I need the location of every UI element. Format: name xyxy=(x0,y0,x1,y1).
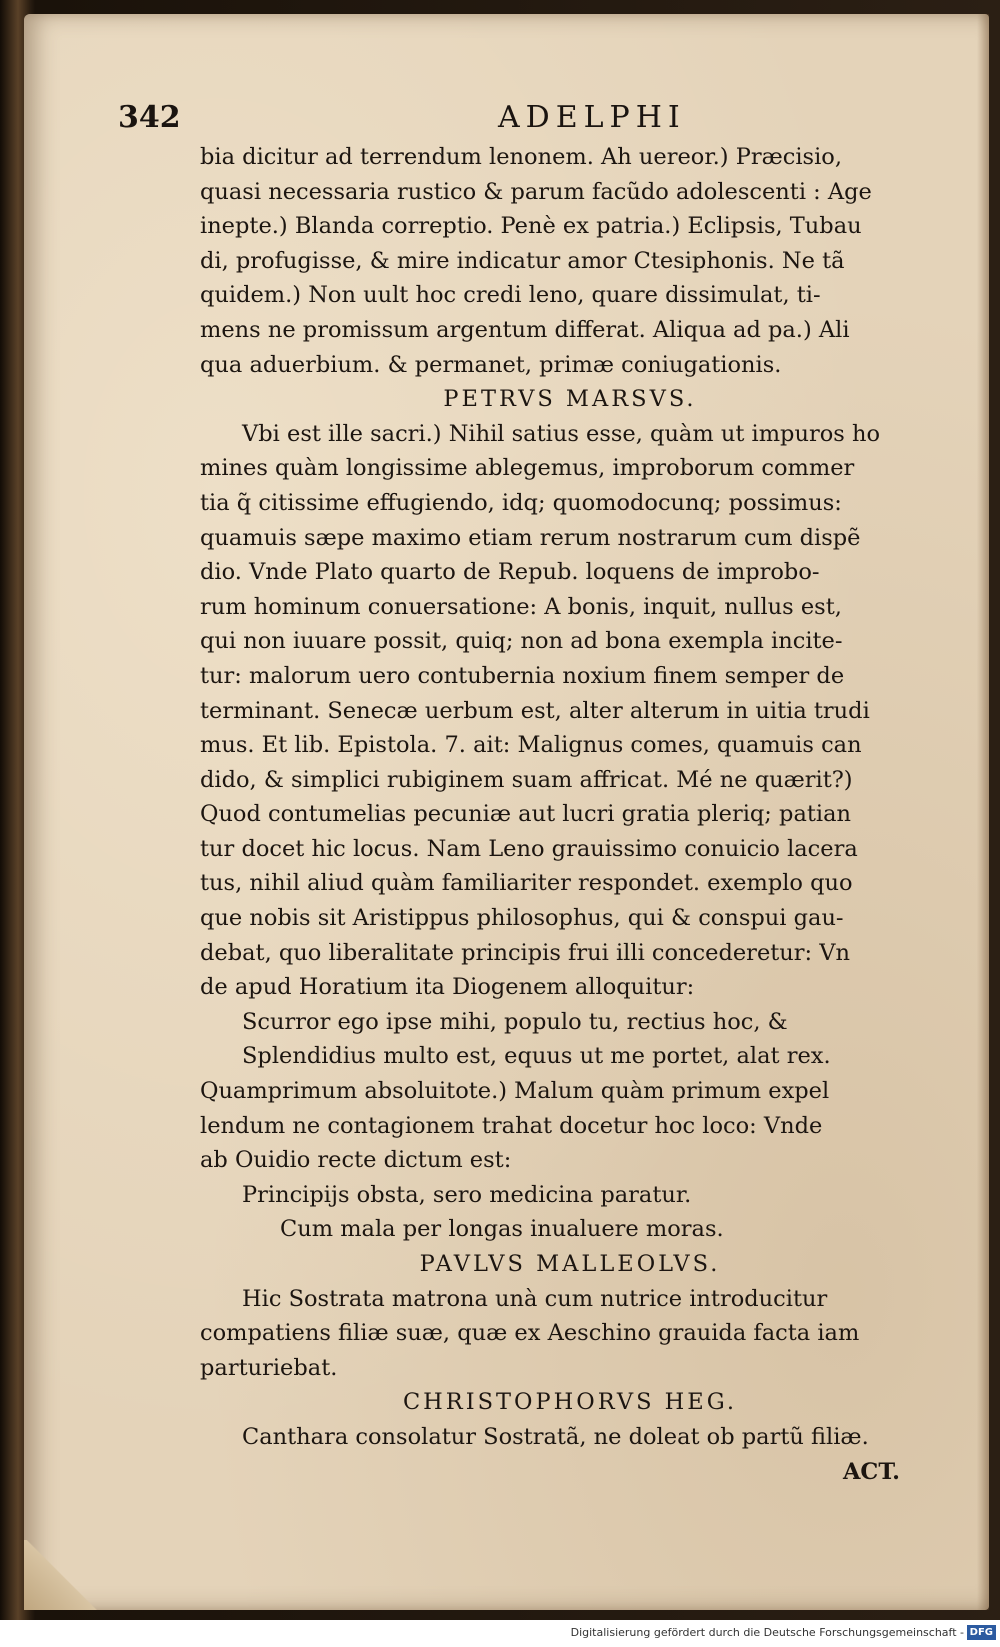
text-line: qua aduerbium. & permanet, primæ coniugationis. xyxy=(200,351,782,378)
section-heading: PAVLVS MALLEOLVS. xyxy=(419,1251,721,1277)
text-line: quidem.) Non uult hoc credi leno, quare dissimulat, ti- xyxy=(200,282,821,309)
verse-line: Splendidius multo est, equus ut me portet, alat rex. xyxy=(242,1043,831,1070)
page-corner-fold xyxy=(24,1540,114,1610)
text-line: debat, quo liberalitate principis frui illi concederetur: Vn xyxy=(200,939,851,966)
text-line: dido, & simplici rubiginem suam affricat. Mé ne quærit?) xyxy=(200,766,853,793)
verse-line: Scurror ego ipse mihi, populo tu, rectius hoc, & xyxy=(242,1008,788,1035)
section-heading: PETRVS MARSVS. xyxy=(443,386,697,413)
text-line: tur: malorum uero contubernia noxium finem semper de xyxy=(200,662,845,689)
text-line: que nobis sit Aristippus philosophus, qui & conspui gau- xyxy=(200,905,844,932)
text-line: inepte.) Blanda correptio. Penè ex patria.) Eclipsis, Tubau xyxy=(200,213,862,240)
text-line: qui non iuuare possit, quiq; non ad bona exempla incite- xyxy=(200,628,843,655)
text-line: terminant. Senecæ uerbum est, alter alterum in uitia trudi xyxy=(200,697,870,724)
text-line: Quod contumelias pecuniæ aut lucri gratia pleriq; patian xyxy=(200,801,851,828)
verse-line: Principijs obsta, sero medicina paratur. xyxy=(242,1181,692,1208)
funding-notice: Digitalisierung gefördert durch die Deutsche Forschungsgemeinschaft - xyxy=(570,1626,964,1639)
text-line: Quamprimum absoluitote.) Malum quàm primum expel xyxy=(200,1078,830,1105)
text-line: mines quàm longissime ablegemus, improborum commer xyxy=(200,455,855,482)
text-line: mens ne promissum argentum differat. Aliqua ad pa.) Ali xyxy=(200,316,850,343)
footer-bar xyxy=(0,1620,1000,1647)
running-head-title: ADELPHI xyxy=(498,100,686,135)
text-line: compatiens filiæ suæ, quæ ex Aeschino grauida facta iam xyxy=(200,1320,860,1347)
catchword: ACT. xyxy=(842,1458,900,1485)
text-line: lendum ne contagionem trahat docetur hoc loco: Vnde xyxy=(200,1112,823,1139)
text-line: mus. Et lib. Epistola. 7. ait: Malignus comes, quamuis can xyxy=(200,732,862,759)
page-edge-shadow xyxy=(977,14,989,1610)
page-number: 342 xyxy=(118,100,181,135)
section-heading: CHRISTOPHORVS HEG. xyxy=(402,1389,738,1416)
text-line: Hic Sostrata matrona unà cum nutrice introducitur xyxy=(242,1285,828,1312)
text-line: bia dicitur ad terrendum lenonem. Ah uereor.) Præcisio, xyxy=(200,144,842,170)
page-text-block xyxy=(200,140,940,1489)
text-line: parturiebat. xyxy=(200,1354,338,1381)
text-line: tus, nihil aliud quàm familiariter respondet. exemplo quo xyxy=(200,870,853,897)
text-line: tur docet hic locus. Nam Leno grauissimo conuicio lacera xyxy=(200,835,858,862)
text-line: di, profugisse, & mire indicatur amor Ctesiphonis. Ne tã xyxy=(200,247,845,274)
text-line: tia q̃ citissime effugiendo, idq; quomodocunq; possimus: xyxy=(200,489,842,516)
text-line: Vbi est ille sacri.) Nihil satius esse, quàm ut impuros ho xyxy=(242,420,880,447)
running-head xyxy=(118,100,918,144)
text-line: de apud Horatium ita Diogenem alloquitur: xyxy=(200,974,695,1001)
text-line: quamuis sæpe maximo etiam rerum nostrarum cum dispẽ xyxy=(200,524,861,551)
text-line: rum hominum conuersatione: A bonis, inquit, nullus est, xyxy=(200,593,842,620)
text-line: ab Ouidio recte dictum est: xyxy=(200,1147,512,1174)
verse-line: Cum mala per longas inualuere moras. xyxy=(280,1216,724,1243)
text-line: quasi necessaria rustico & parum facũdo adolescenti : Age xyxy=(200,178,872,205)
dfg-logo: DFG xyxy=(967,1625,996,1640)
text-line: dio. Vnde Plato quarto de Repub. loquens de improbo- xyxy=(200,559,820,586)
text-line: Canthara consolatur Sostratã, ne doleat ob partũ filiæ. xyxy=(242,1423,869,1450)
